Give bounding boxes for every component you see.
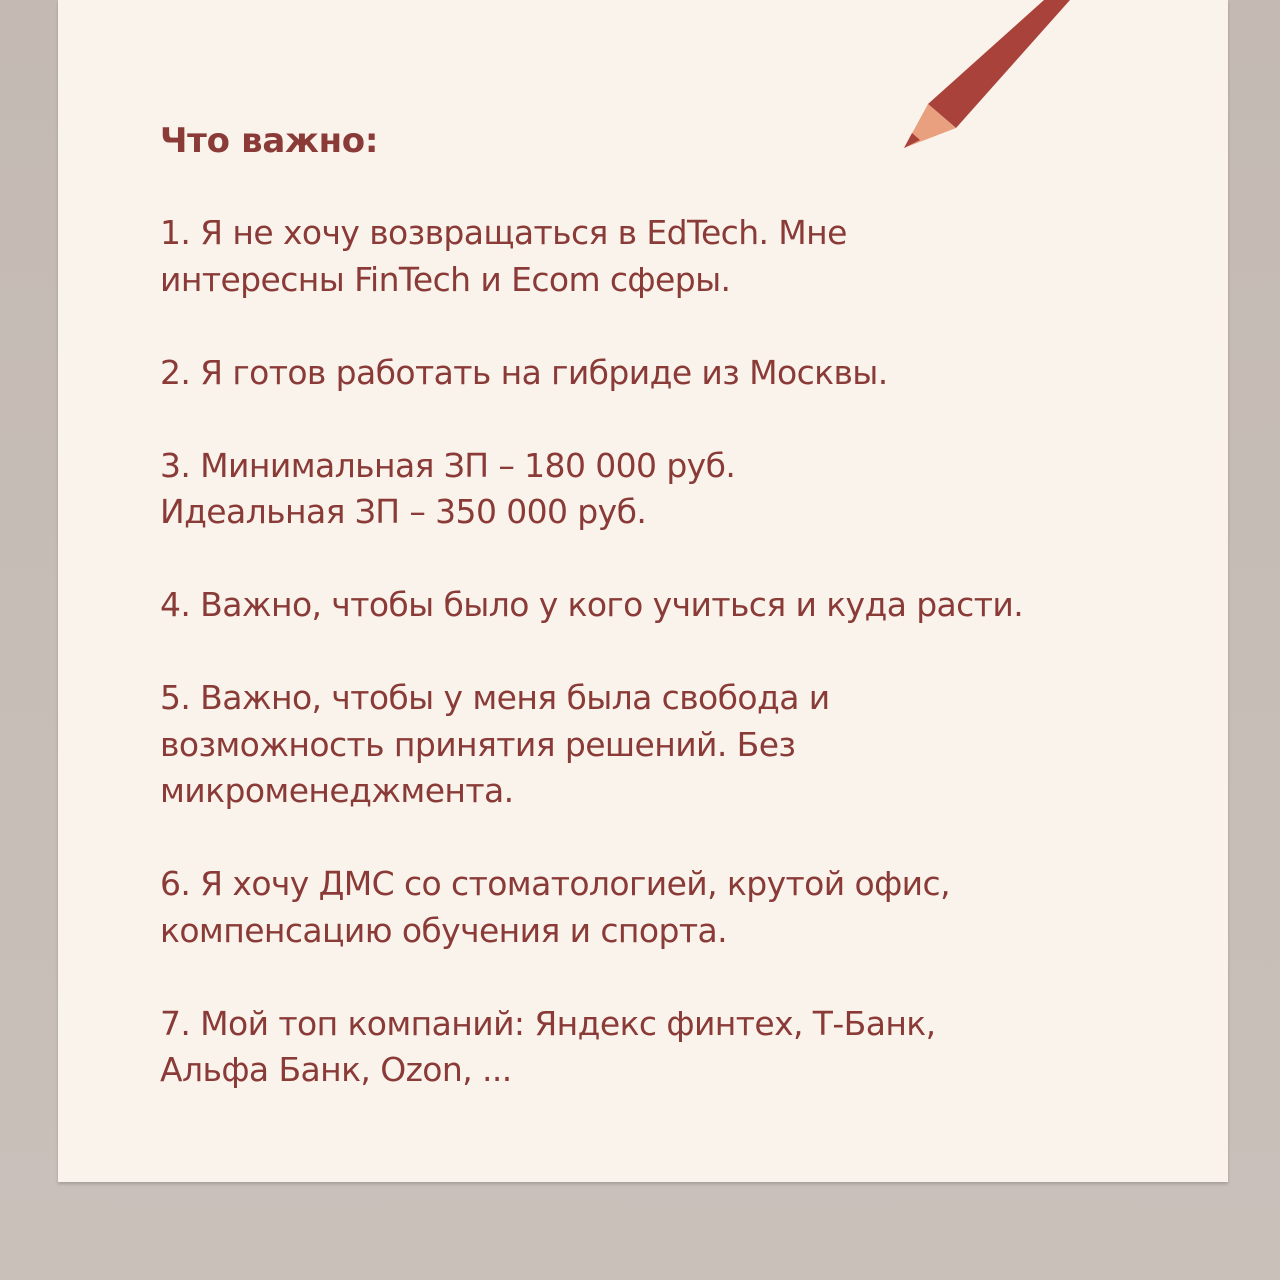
list-item-7 [160, 1001, 1170, 1094]
list-item-line: интересны FinTech и Ecom сферы. [160, 259, 731, 299]
paper-sheet [58, 0, 1228, 1182]
list-item-2 [160, 350, 1170, 397]
list-item-line: микроменеджмента. [160, 771, 514, 810]
list-item-5 [160, 675, 1170, 815]
list-item-6 [160, 861, 1170, 954]
list-item-3 [160, 443, 1170, 536]
requirements-list [160, 118, 1170, 1140]
list-item-line: Идеальная ЗП – 350 000 руб. [160, 492, 647, 531]
list-item-line: компенсацию обучения и спорта. [160, 910, 727, 950]
list-item-line: возможность принятия решений. Без [160, 724, 796, 764]
list-item-line: 1. Я не хочу возвращаться в EdTech. Мне [160, 213, 847, 252]
list-item-1 [160, 210, 1170, 303]
list-item-line: Альфа Банк, Ozon, ... [160, 1050, 512, 1089]
list-item-line: 2. Я готов работать на гибриде из Москвы. [160, 352, 888, 392]
list-item-line: 6. Я хочу ДМС со стоматологией, крутой офис, [160, 864, 950, 903]
list-item-4 [160, 582, 1170, 629]
list-heading: Что важно: [160, 121, 379, 161]
list-item-line: 4. Важно, чтобы было у кого учиться и куда расти. [160, 585, 1024, 624]
list-item-line: 3. Минимальная ЗП – 180 000 руб. [160, 445, 736, 485]
list-item-line: 5. Важно, чтобы у меня была свобода и [160, 678, 830, 717]
list-item-line: 7. Мой топ компаний: Яндекс финтех, Т-Банк, [160, 1003, 936, 1043]
